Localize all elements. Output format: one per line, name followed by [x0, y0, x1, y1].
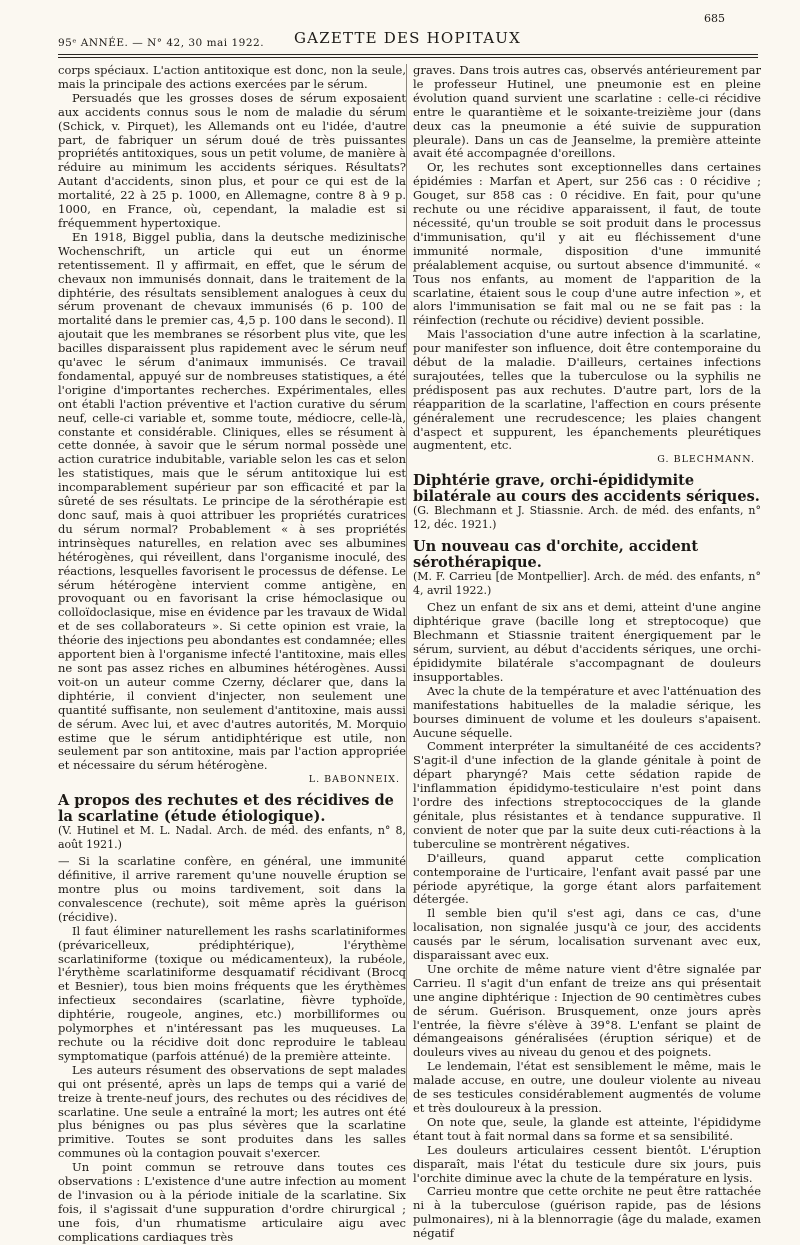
right-column	[413, 63, 761, 1241]
journal-title: GAZETTE DES HOPITAUX	[294, 29, 521, 47]
paragraph: Chez un enfant de six ans et demi, atteint d'une angine diphtérique grave (bacille long et streptocoque) que Blechmann et Stiassnie traitent énergiquement par le sérum, survient, au début d'accidents sériques, une orchi-épididymite bilatérale s'accompagnant de douleurs insupportables.	[413, 600, 761, 684]
article-reference: (M. F. Carrieu [de Montpellier]. Arch. de méd. des enfants, n° 4, avril 1922.)	[413, 570, 761, 597]
paragraph: Or, les rechutes sont exceptionnelles dans certaines épidémies : Marfan et Apert, sur 256 cas : 0 récidive ; Gouget, sur 858 cas : 0 récidive. En fait, pour qu'une rechute ou une récidive apparaissent, il faut, de toute nécessité, qu'un trouble se soit produit dans le processus d'immunisation, qu'il y ait eu fléchissement d'une immunité normale, disposition d'une immunité préalablement acquise, ou surtout absence d'immunité. « Tous nos enfants, au moment de l'apparition de la scarlatine, étaient sous le coup d'une autre infection », et alors l'immunisation se fait mal ou ne se fait pas : la réinfection (rechute ou récidive) devient possible.	[413, 160, 761, 328]
paragraph: — Si la scarlatine confère, en général, une immunité définitive, il arrive rarement qu'une nouvelle éruption se montre plus ou moins tardivement, soit dans la convalescence (rechute), soit même après la guérison (récidive).	[58, 854, 406, 924]
header-rule-bottom	[58, 57, 758, 58]
paragraph: Persuadés que les grosses doses de sérum exposaient aux accidents connus sous le nom de maladie du sérum (Schick, v. Pirquet), les Allemands ont eu l'idée, d'autre part, de fabriquer un sérum doué de très puissantes propriétés antitoxiques, sous un petit volume, de manière à réduire au minimum les accidents sériques. Résultats? Autant d'accidents, sinon plus, et pour ce qui est de la mortalité, 22 à 25 p. 1000, en Allemagne, contre 8 à 9 p. 1000, en France, où, cependant, la maladie est si fréquemment hypertoxique.	[58, 90, 406, 230]
paragraph: Il semble bien qu'il s'est agi, dans ce cas, d'une localisation, non signalée jusqu'à ce jour, des accidents causés par le sérum, localisation survenant avec eux, disparaissant avec eux.	[413, 906, 761, 963]
left-column	[58, 63, 406, 1244]
paragraph: graves. Dans trois autres cas, observés antérieurement par le professeur Hutinel, une pneumonie est en pleine évolution quand survient une scarlatine : celle-ci récidive entre le quarantième et le soixante-treizième jour (dans deux cas la pneumonie a été suivie de suppuration pleurale). Dans un cas de Jeanselme, la première atteinte avait été accompagnée d'oreillons.	[413, 63, 761, 161]
author-signature: G. BLECHMANN.	[657, 454, 755, 466]
paragraph: Il faut éliminer naturellement les rashs scarlatiniformes (prévaricelleux, prédiphtérique), l'érythème scarlatiniforme (toxique ou médicamenteux), la rubéole, l'érythème scarlatiniforme desquamatif récidivant (Brocq et Besnier), tous bien moins fréquents que les érythèmes infectieux secondaires (scarlatine, fièvre typhoïde, diphtérie, rougeole, angines, etc.) morbilliformes ou polymorphes et n'intéressant pas les muqueuses. La rechute ou la récidive doit donc reproduire le tableau symptomatique (parfois atténué) de la première atteinte.	[58, 923, 406, 1063]
paragraph: En 1918, Biggel publia, dans la deutsche medizinische Wochenschrift, un article qui eut un énorme retentissement. Il y affirmait, en effet, que le sérum de chevaux non immunisés donnait, dans le traitement de la diphtérie, des résultats sensiblement analogues à ceux du sérum provenant de chevaux immunisés (6 p. 100 de mortalité dans le premier cas, 4,5 p. 100 dans le second). Il ajoutait que les membranes se résorbent plus vite, que les bacilles disparaissent plus rapidement avec le sérum neuf qu'avec le sérum d'animaux immunisés. Ce travail fondamental, appuyé sur de nombreuses statistiques, a été l'origine d'importantes recherches. Expérimentales, elles ont établi l'action préventive et l'action curative du sérum neuf, celle-ci variable et, somme toute, médiocre, celle-là, constante et considérable. Cliniques, elles se résument à cette donnée, à savoir que le sérum normal possède une action curatrice indubitable, variable selon les cas et selon les statistiques, mais que le sérum antitoxique lui est incomparablement supérieur par son efficacité et par la sûreté de ses résultats. Le principe de la sérothérapie est donc sauf, mais à quoi attribuer les propriétés curatrices du sérum normal? Probablement « à ses propriétés intrinsèques naturelles, en relation avec ses albumines hétérogènes, qui réveillent, dans l'organisme inoculé, des réactions, lesquelles favorisent le processus de défense. Le sérum hétérogène intervient comme antigène, en provoquant ou en favorisant la crise hémoclasique ou colloïdoclasique, mise en évidence par les travaux de Widal et de ses collaborateurs ». Si cette opinion est vraie, la théorie des injections peu abondantes est condamnée; elles apportent bien à l'organisme infecté l'antitoxine, mais elles ne sont pas assez riches en albumines hétérogènes. Aussi voit-on un auteur comme Czerny, déclarer que, dans la diphtérie, il convient d'injecter, non seulement une quantité suffisante, non seulement d'antitoxine, mais aussi de sérum. Avec lui, et avec d'autres autorités, M. Morquio estime que le sérum antidiphtérique est utile, non seulement par son antitoxine, mais par l'action appropriée et nécessaire du sérum hétérogène.	[58, 229, 406, 773]
column-divider	[406, 64, 407, 1104]
article-heading: A propos des rechutes et des récidives de la scarlatine (étude étiologique).	[58, 792, 394, 825]
article-heading: Un nouveau cas d'orchite, accident sérothérapique.	[413, 538, 699, 571]
paragraph: Avec la chute de la température et avec l'atténuation des manifestations habituelles de la maladie sérique, les bourses diminuent de volume et les douleurs s'apaisent. Aucune séquelle.	[413, 683, 761, 740]
paragraph: Les auteurs résument des observations de sept malades qui ont présenté, après un laps de temps qui a varié de treize à trente-neuf jours, des rechutes ou des récidives de scarlatine. Une seule a entraîné la mort; les autres ont été plus bénignes ou pas plus sévères que la scarlatine primitive. Toutes se sont produites dans les salles communes où la contagion pouvait s'exercer.	[58, 1062, 406, 1161]
page-number: 685	[704, 12, 725, 25]
article-heading: Diphtérie grave, orchi-épididymite bilatérale au cours des accidents sériques.	[413, 472, 760, 505]
paragraph: D'ailleurs, quand apparut cette complication contemporaine de l'urticaire, l'enfant avait passé par une période apyrétique, la gorge étant alors parfaitement détergée.	[413, 850, 761, 907]
article-reference: (V. Hutinel et M. L. Nadal. Arch. de méd. des enfants, n° 8, août 1921.)	[58, 824, 406, 851]
author-signature: L. BABONNEIX.	[308, 774, 400, 786]
paragraph: Un point commun se retrouve dans toutes ces observations : L'existence d'une autre infection au moment de l'invasion ou à la période initiale de la scarlatine. Six fois, il s'agissait d'une suppuration d'ordre chirurgical ; une fois, d'un rhumatisme articulaire aigu avec complications cardiaques très	[58, 1160, 406, 1244]
article-reference: (G. Blechmann et J. Stiassnie. Arch. de méd. des enfants, n° 12, déc. 1921.)	[413, 504, 761, 531]
paragraph: Carrieu montre que cette orchite ne peut être rattachée ni à la tuberculose (guérison rapide, pas de lésions pulmonaires), ni à la blennorragie (âge du malade, examen négatif	[413, 1184, 761, 1241]
paragraph: Les douleurs articulaires cessent bientôt. L'éruption disparaît, mais l'état du testicule dure six jours, puis l'orchite diminue avec la chute de la température en lysis.	[413, 1142, 761, 1185]
paragraph: Mais l'association d'une autre infection à la scarlatine, pour manifester son influence, doit être contemporaine du début de la maladie. D'ailleurs, certaines infections surajoutées, telles que la tuberculose ou la syphilis ne prédisposent pas aux rechutes. D'autre part, lors de la réapparition de la scarlatine, l'affection en cours présente généralement une recrudescence; les plaies changent d'aspect et suppurent, les épanchements pleurétiques augmentent, etc.	[413, 327, 761, 453]
header-rule-top	[58, 54, 758, 55]
paragraph: Le lendemain, l'état est sensiblement le même, mais le malade accuse, en outre, une douleur violente au niveau de ses testicules considérablement augmentés de volume et très douloureux à la pression.	[413, 1059, 761, 1115]
paragraph: corps spéciaux. L'action antitoxique est donc, non la seule, mais la principale des actions exercées par le sérum.	[58, 63, 406, 91]
paragraph: Une orchite de même nature vient d'être signalée par Carrieu. Il s'agit d'un enfant de treize ans qui présentait une angine diphtérique : Injection de 90 centimètres cubes de sérum. Guérison. Brusquement, onze jours après l'entrée, la fièvre s'élève à 39°8. L'enfant se plaint de démangeaisons généralisées (éruption sérique) et de douleurs vives au niveau du genou et des poignets.	[413, 961, 761, 1060]
issue-line: 95ᵉ ANNÉE. — N° 42, 30 mai 1922.	[58, 37, 265, 49]
page-header	[0, 0, 800, 60]
paragraph: On note que, seule, la glande est atteinte, l'épididyme étant tout à fait normal dans sa forme et sa sensibilité.	[413, 1114, 761, 1143]
paragraph: Comment interpréter la simultanéité de ces accidents? S'agit-il d'une infection de la glande génitale à point de départ pharyngé? Mais cette sédation rapide de l'inflammation épididymo-testiculaire n'est point dans l'ordre des infections streptococciques de la glande génitale, plus résistantes et à tendance suppurative. Il convient de noter que par la suite deux cuti-réactions à la tuberculine se montrèrent négatives.	[413, 739, 761, 851]
